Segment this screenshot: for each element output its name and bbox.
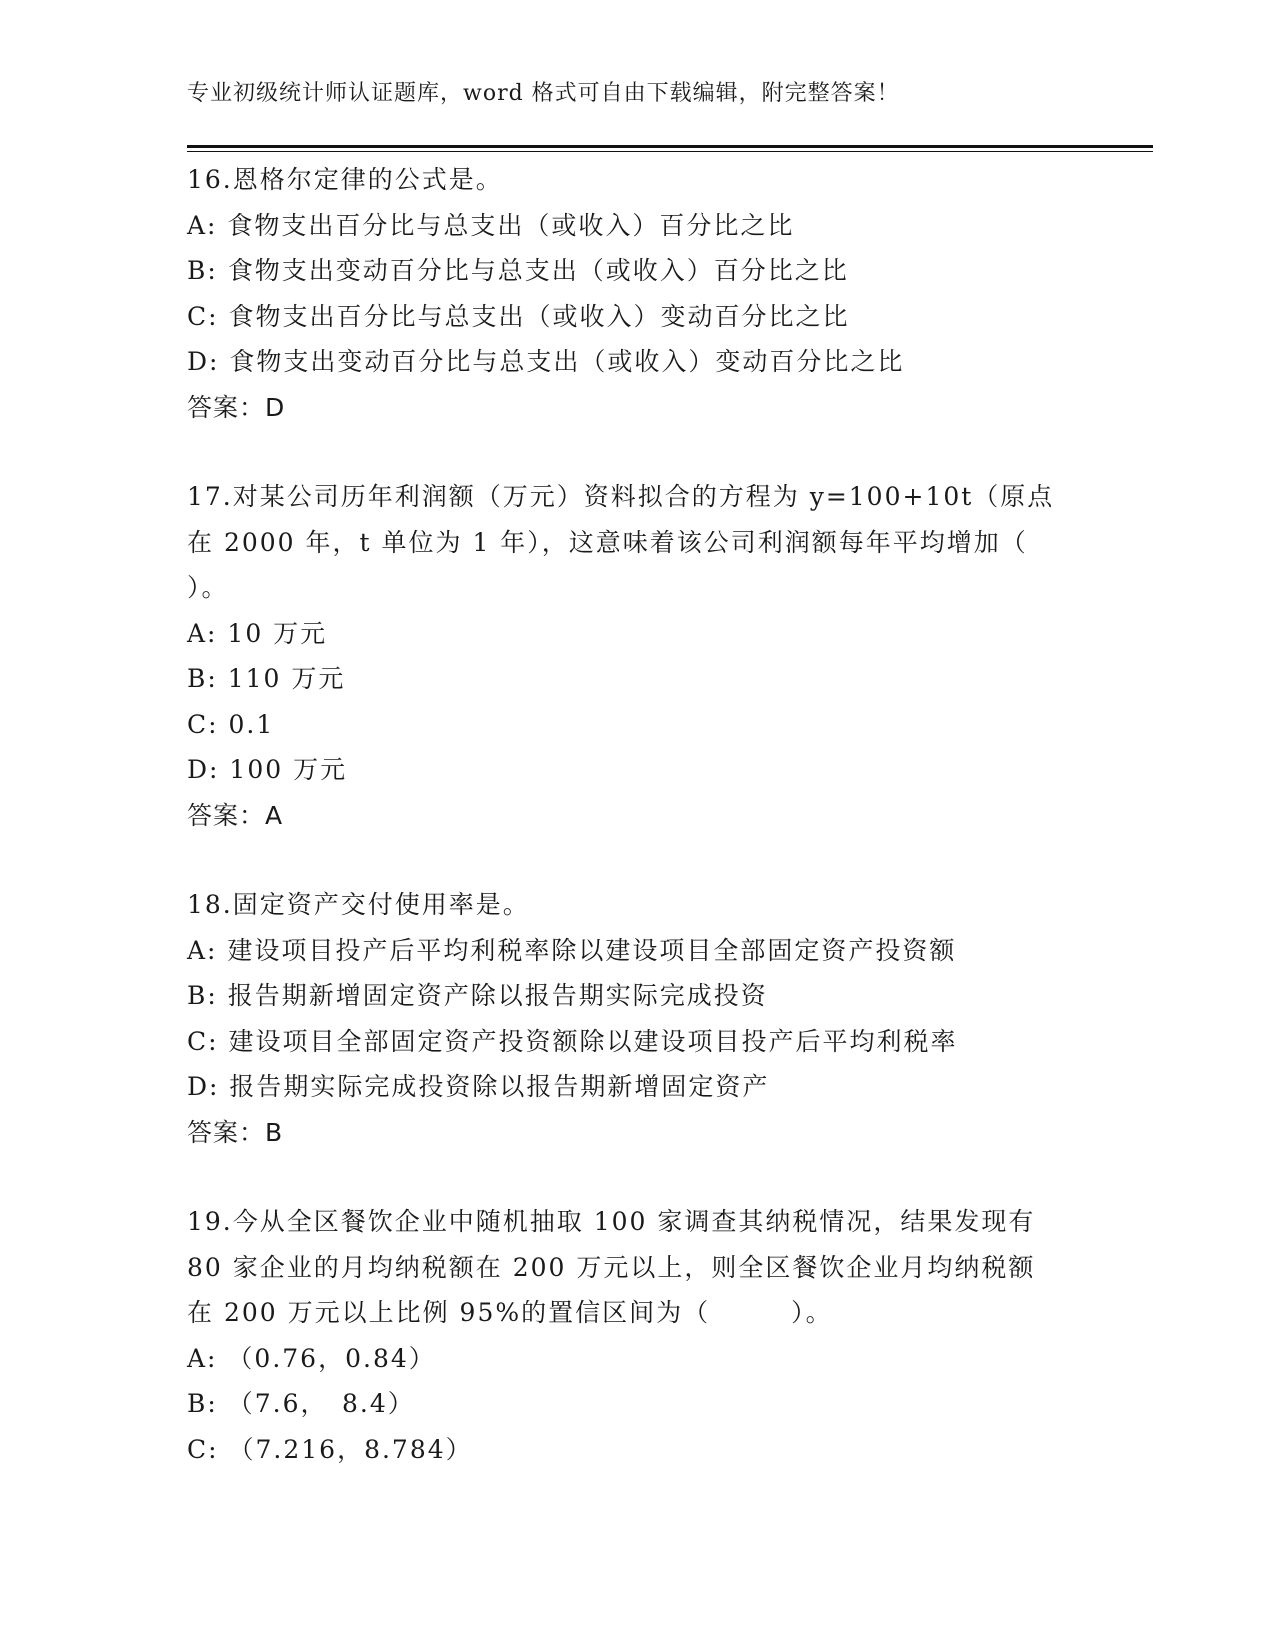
question-stem-line-2: 80 家企业的月均纳税额在 200 万元以上，则全区餐饮企业月均纳税额 <box>187 1252 1036 1282</box>
question-19 <box>187 1199 1087 1472</box>
question-stem-line-1: 19.今从全区餐饮企业中随机抽取 100 家调查其纳税情况，结果发现有 <box>187 1207 1036 1236</box>
option-c: C: 食物支出百分比与总支出（或收入）变动百分比之比 <box>187 301 850 331</box>
answer: 答案：B <box>187 1117 284 1147</box>
question-17 <box>187 474 1087 838</box>
option-d: D: 100 万元 <box>187 755 348 784</box>
option-a: A: （0.76，0.84） <box>187 1343 436 1373</box>
header-rule-thick <box>187 145 1153 148</box>
option-a: A: 10 万元 <box>187 618 328 648</box>
option-a: A: 食物支出百分比与总支出（或收入）百分比之比 <box>187 210 795 240</box>
option-c: C: （7.216，8.784） <box>187 1434 473 1464</box>
question-18 <box>187 882 1087 1155</box>
option-b: B: 110 万元 <box>187 664 346 693</box>
option-c: C: 0.1 <box>187 709 275 739</box>
option-b: B: （7.6， 8.4） <box>187 1389 415 1418</box>
question-stem-line-3: 在 200 万元以上比例 95%的置信区间为（ ）。 <box>187 1298 833 1327</box>
question-stem: 16.恩格尔定律的公式是。 <box>187 165 503 194</box>
answer: 答案：D <box>187 392 286 422</box>
option-b: B: 报告期新增固定资产除以报告期实际完成投资 <box>187 981 768 1010</box>
question-list <box>187 157 1087 1516</box>
header-text: 专业初级统计师认证题库，word 格式可自由下载编辑，附完整答案！ <box>187 81 900 106</box>
option-b: B: 食物支出变动百分比与总支出（或收入）百分比之比 <box>187 256 849 285</box>
option-c: C: 建设项目全部固定资产投资额除以建设项目投产后平均利税率 <box>187 1026 958 1056</box>
option-a: A: 建设项目投产后平均利税率除以建设项目全部固定资产投资额 <box>187 935 957 965</box>
question-16 <box>187 157 1087 430</box>
question-stem-line-1: 17.对某公司历年利润额（万元）资料拟合的方程为 y=100+10t（原点 <box>187 482 1055 511</box>
question-stem: 18.固定资产交付使用率是。 <box>187 890 530 919</box>
option-d: D: 食物支出变动百分比与总支出（或收入）变动百分比之比 <box>187 347 905 376</box>
option-d: D: 报告期实际完成投资除以报告期新增固定资产 <box>187 1072 770 1101</box>
question-stem-line-3: ）。 <box>187 573 229 602</box>
header-rule-thin <box>187 151 1153 152</box>
answer: 答案：A <box>187 800 284 830</box>
question-stem-line-2: 在 2000 年，t 单位为 1 年），这意味着该公司利润额每年平均增加（ <box>187 527 1028 557</box>
